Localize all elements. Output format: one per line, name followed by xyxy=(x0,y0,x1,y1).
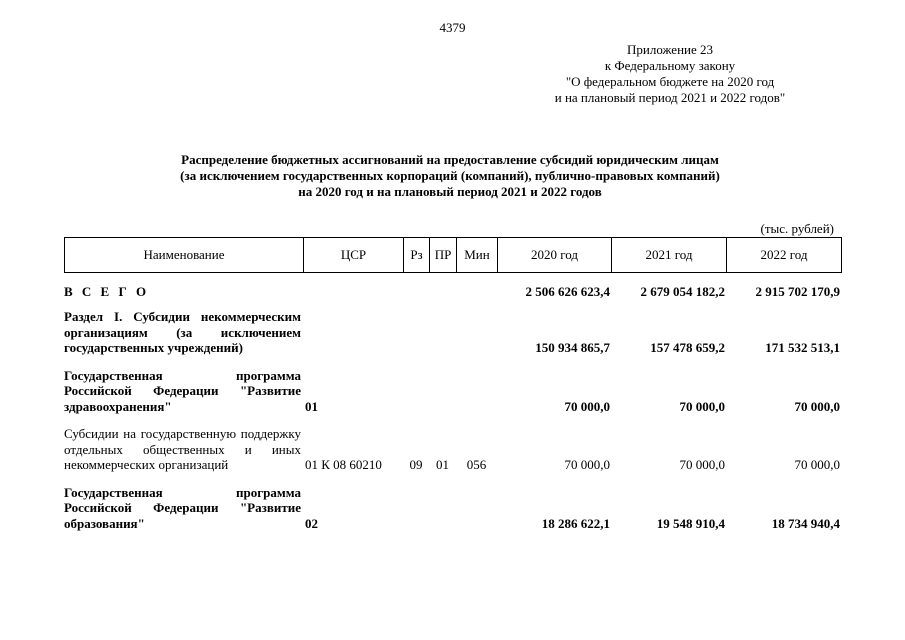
row-rz xyxy=(403,485,429,532)
row-pr xyxy=(429,279,456,299)
row-2022: 70 000,0 xyxy=(794,457,840,472)
table-header xyxy=(64,237,842,273)
row-name: В С Е Г О xyxy=(64,283,150,299)
header-pr: ПР xyxy=(430,238,457,273)
document-title xyxy=(60,152,840,200)
row-pr xyxy=(429,485,456,532)
table-row-subsidy xyxy=(64,426,841,473)
row-2021: 19 548 910,4 xyxy=(656,515,725,531)
row-name: Субсидии на государственную поддержку отдельных общественных и иных некоммерческих организаций xyxy=(64,426,301,472)
row-pr: 01 xyxy=(436,457,449,472)
row-csr xyxy=(303,309,403,356)
table-row-program-health xyxy=(64,368,841,415)
budget-table xyxy=(64,279,841,531)
row-name: Государственная программа Российской Федерации "Развитие здравоохранения" xyxy=(64,367,301,414)
row-2022: 2 915 702 170,9 xyxy=(755,283,840,299)
table-row-total xyxy=(64,279,841,299)
row-min: 056 xyxy=(466,457,487,472)
header-2020: 2020 год xyxy=(498,238,612,273)
appendix-line-1: Приложение 23 xyxy=(626,42,714,57)
unit-label: (тыс. рублей) xyxy=(760,221,834,236)
header-2022: 2022 год xyxy=(727,238,842,273)
row-pr xyxy=(429,368,456,415)
header-2021: 2021 год xyxy=(612,238,727,273)
row-rz xyxy=(403,309,429,356)
row-csr xyxy=(303,279,403,299)
header-name: Наименование xyxy=(65,238,304,273)
row-min xyxy=(456,309,497,356)
row-name: Государственная программа Российской Федерации "Развитие образования" xyxy=(64,484,301,531)
row-2020: 70 000,0 xyxy=(564,457,610,472)
row-min xyxy=(456,368,497,415)
row-2021: 2 679 054 182,2 xyxy=(640,283,725,299)
table-row-program-education xyxy=(64,485,841,532)
row-2020: 18 286 622,1 xyxy=(541,515,610,531)
row-2020: 150 934 865,7 xyxy=(535,340,610,355)
row-csr: 01 xyxy=(305,398,318,414)
appendix-line-2: к Федеральному закону xyxy=(604,58,736,73)
appendix-line-4: и на плановый период 2021 и 2022 годов" xyxy=(554,90,786,105)
page-number: 4379 xyxy=(439,20,466,35)
title-line-1: Распределение бюджетных ассигнований на предоставление субсидий юридическим лицам xyxy=(181,152,719,167)
row-2021: 157 478 659,2 xyxy=(650,340,725,355)
row-pr xyxy=(429,309,456,356)
row-2021: 70 000,0 xyxy=(679,457,725,472)
row-csr: 02 xyxy=(305,515,318,531)
row-name: Раздел I. Субсидии некоммерческим организациям (за исключением государственных учреждений) xyxy=(64,309,301,355)
appendix-note xyxy=(520,42,820,106)
row-min xyxy=(456,279,497,299)
appendix-line-3: "О федеральном бюджете на 2020 год xyxy=(565,74,775,89)
row-2022: 70 000,0 xyxy=(794,398,840,414)
row-2020: 2 506 626 623,4 xyxy=(525,283,610,299)
table-row-section-1 xyxy=(64,309,841,356)
row-2022: 171 532 513,1 xyxy=(765,340,840,355)
row-2020: 70 000,0 xyxy=(564,398,610,414)
row-2021: 70 000,0 xyxy=(679,398,725,414)
header-min: Мин xyxy=(457,238,498,273)
row-rz xyxy=(403,279,429,299)
row-min xyxy=(456,485,497,532)
row-rz: 09 xyxy=(409,457,423,472)
row-2022: 18 734 940,4 xyxy=(771,515,840,531)
header-rz: Рз xyxy=(404,238,430,273)
row-rz xyxy=(403,368,429,415)
title-line-3: на 2020 год и на плановый период 2021 и 2022 годов xyxy=(298,184,602,199)
row-csr: 01 К 08 60210 xyxy=(305,457,382,472)
header-csr: ЦСР xyxy=(304,238,404,273)
title-line-2: (за исключением государственных корпораций (компаний), публично-правовых компаний) xyxy=(180,168,720,183)
